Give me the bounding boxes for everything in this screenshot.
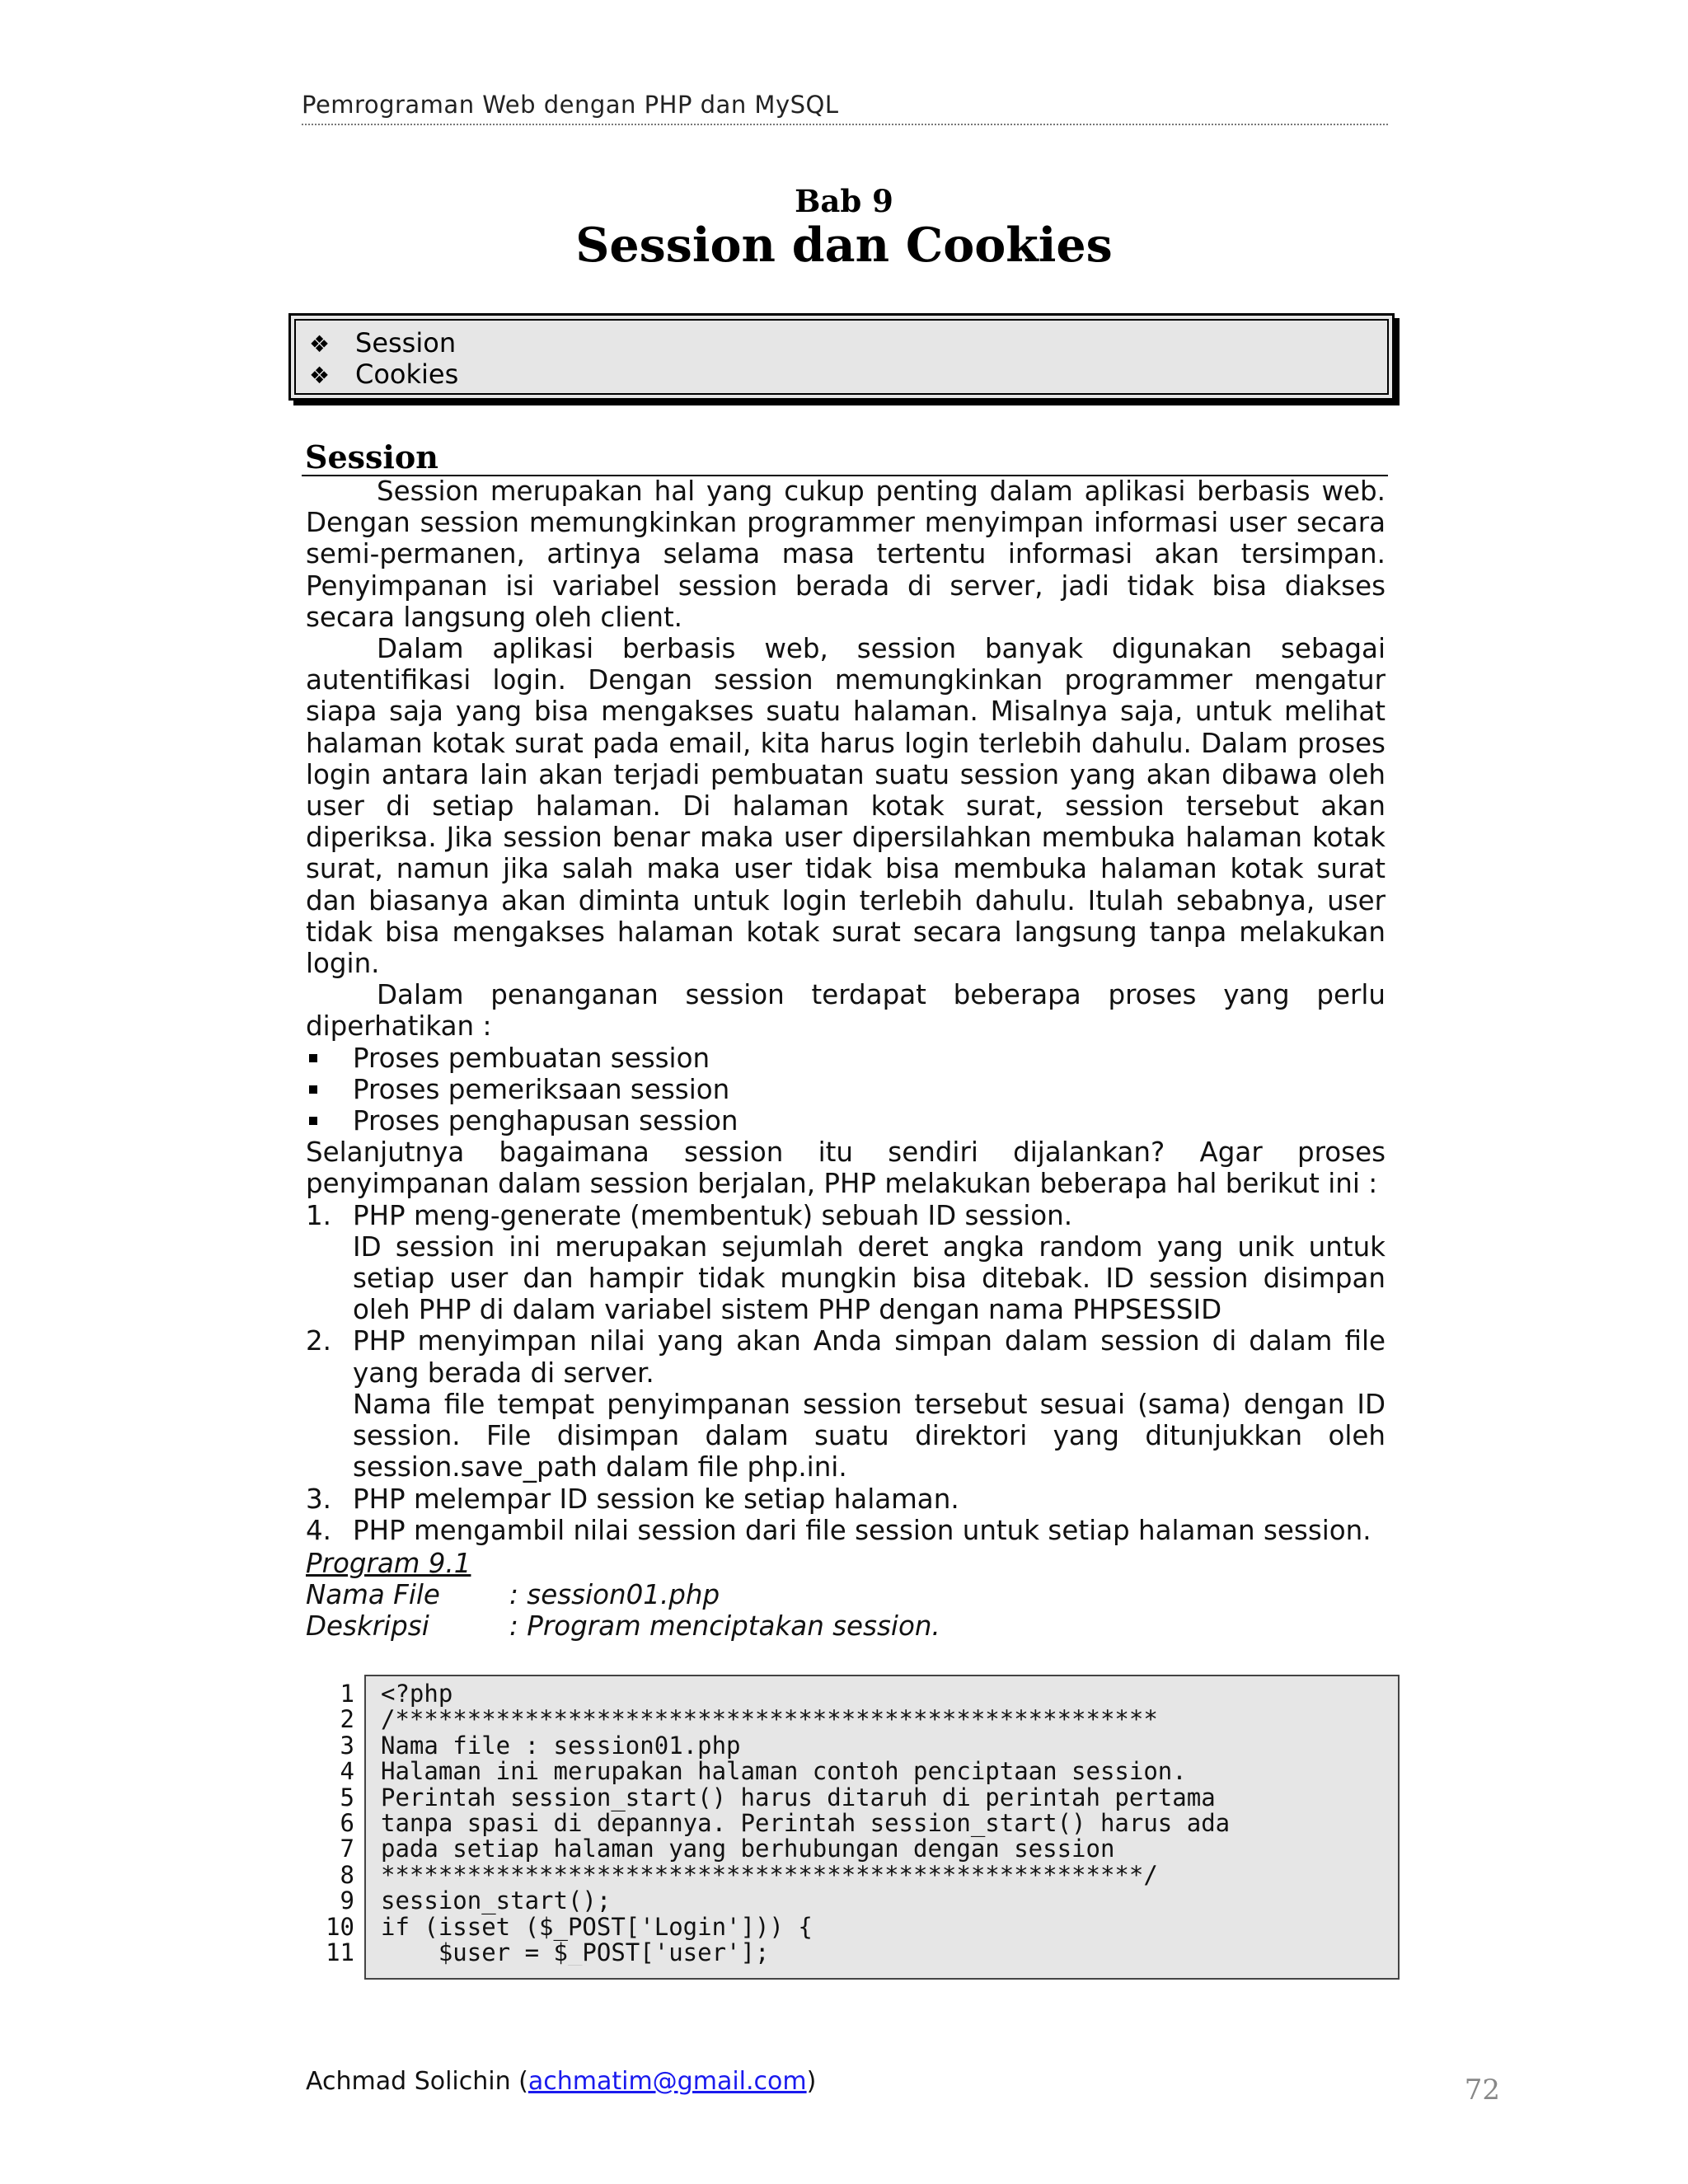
code-line-number: 11 xyxy=(326,1938,354,1967)
code-line-number: 4 xyxy=(340,1757,354,1786)
paragraph: Session merupakan hal yang cukup penting dalam aplikasi berbasis web. Dengan session memungkinkan programmer menyimpan informasi user secara semi-permanen, artinya selama masa tertentu informasi akan tersimpan. Penyimpanan isi variabel session berada di server, jadi tidak bisa diakses secara langsung oleh client. xyxy=(306,476,1386,633)
section-heading: Session xyxy=(305,438,438,476)
list-item: Proses pembuatan session xyxy=(306,1043,1386,1074)
square-bullet-icon xyxy=(309,1085,317,1094)
code-line: *****************************************************/ xyxy=(381,1860,1158,1889)
code-line: <?php xyxy=(381,1681,453,1708)
code-line-numbers xyxy=(305,1681,354,1966)
chapter-title: Session dan Cookies xyxy=(575,218,1113,273)
code-line-number: 5 xyxy=(340,1783,354,1811)
numbered-item: 2. PHP menyimpan nilai yang akan Anda simpan dalam session di dalam file yang berada di server. xyxy=(306,1325,1386,1389)
paragraph: Selanjutnya bagaimana session itu sendiri dijalankan? Agar proses penyimpanan dalam session berjalan, PHP melakukan beberapa hal berikut ini : xyxy=(306,1137,1386,1200)
program-desc-row: Deskripsi : Program menciptakan session. xyxy=(306,1610,940,1643)
code-line-number: 2 xyxy=(340,1705,354,1734)
contents-item: ❖ Session xyxy=(309,327,457,359)
code-line-number: 10 xyxy=(326,1912,354,1941)
numbered-item: 4. PHP mengambil nilai session dari file session untuk setiap halaman session. xyxy=(306,1514,1372,1546)
code-line-number: 6 xyxy=(340,1809,354,1838)
contents-item: ❖ Cookies xyxy=(309,359,459,390)
header-rule xyxy=(302,124,1388,125)
list-item: Proses pemeriksaan session xyxy=(306,1074,1386,1105)
code-line: pada setiap halaman yang berhubungan dengan session xyxy=(381,1835,1115,1863)
numbered-item: 3. PHP melempar ID session ke setiap halaman. xyxy=(306,1483,959,1515)
code-line: tanpa spasi di depannya. Perintah session_start() harus ada xyxy=(381,1809,1231,1838)
numbered-item-note: Nama file tempat penyimpanan session tersebut sesuai (sama) dengan ID session. File disimpan dalam suatu direktori yang ditunjukkan oleh session.save_path dalam file php.ini. xyxy=(353,1388,1386,1483)
diamond-bullet-icon: ❖ xyxy=(309,362,331,389)
code-line: session_start(); xyxy=(381,1886,612,1915)
chapter-number: Bab 9 xyxy=(795,183,893,219)
page-number: 72 xyxy=(1464,2074,1500,2107)
program-caption xyxy=(306,1548,940,1643)
chapter-contents-box xyxy=(288,313,1395,401)
program-file-row: Nama File : session01.php xyxy=(306,1579,720,1611)
code-line-number: 7 xyxy=(340,1835,354,1863)
section-body xyxy=(306,476,1386,1546)
code-line: $user = $_POST['user']; xyxy=(381,1938,770,1966)
code-line: if (isset ($_POST['Login'])) { xyxy=(381,1912,813,1941)
numbered-item-note: ID session ini merupakan sejumlah deret angka random yang unik untuk setiap user dan hampir tidak mungkin bisa ditebak. ID session disimpan oleh PHP di dalam variabel sistem PHP dengan nama PHPSESSID xyxy=(353,1230,1386,1326)
running-header: Pemrograman Web dengan PHP dan MySQL xyxy=(302,91,839,119)
diamond-bullet-icon: ❖ xyxy=(309,330,331,358)
footer-author: Achmad Solichin (achmatim@gmail.com) xyxy=(306,2067,817,2096)
author-email-link[interactable]: achmatim@gmail.com xyxy=(528,2067,807,2096)
code-line-number: 3 xyxy=(340,1731,354,1760)
code-line: /***************************************************** xyxy=(381,1705,1158,1734)
program-title: Program 9.1 xyxy=(306,1548,471,1579)
code-line-number: 1 xyxy=(340,1680,354,1708)
code-line: Perintah session_start() harus ditaruh di perintah pertama xyxy=(381,1783,1216,1811)
square-bullet-icon xyxy=(309,1054,317,1062)
code-line-number: 9 xyxy=(340,1886,354,1915)
code-listing xyxy=(381,1681,1395,1966)
square-bullet-icon xyxy=(309,1117,317,1125)
code-line: Nama file : session01.php xyxy=(381,1731,741,1760)
code-line: Halaman ini merupakan halaman contoh penciptaan session. xyxy=(381,1757,1187,1786)
numbered-item: 1. PHP meng-generate (membentuk) sebuah ID session. xyxy=(306,1199,1073,1231)
list-item: Proses penghapusan session xyxy=(306,1105,1386,1137)
paragraph: Dalam penanganan session terdapat beberapa proses yang perlu diperhatikan : xyxy=(306,979,1386,1043)
paragraph: Dalam aplikasi berbasis web, session banyak digunakan sebagai autentifikasi login. Dengan session memungkinkan programmer mengatur siapa saja yang bisa mengakses suatu halaman. Misalnya saja, untuk melihat halaman kotak surat pada email, kita harus login terlebih dahulu. Dalam proses login antara lain akan terjadi pembuatan suatu session yang akan dibawa oleh user di setiap halaman. Di halaman kotak surat, session tersebut akan diperiksa. Jika session benar maka user dipersilahkan membuka halaman kotak surat, namun jika salah maka user tidak bisa membuka halaman kotak surat dan biasanya akan diminta untuk login terlebih dahulu. Itulah sebabnya, user tidak bisa mengakses halaman kotak surat secara langsung tanpa melakukan login. xyxy=(306,633,1386,980)
code-line-number: 8 xyxy=(340,1860,354,1889)
